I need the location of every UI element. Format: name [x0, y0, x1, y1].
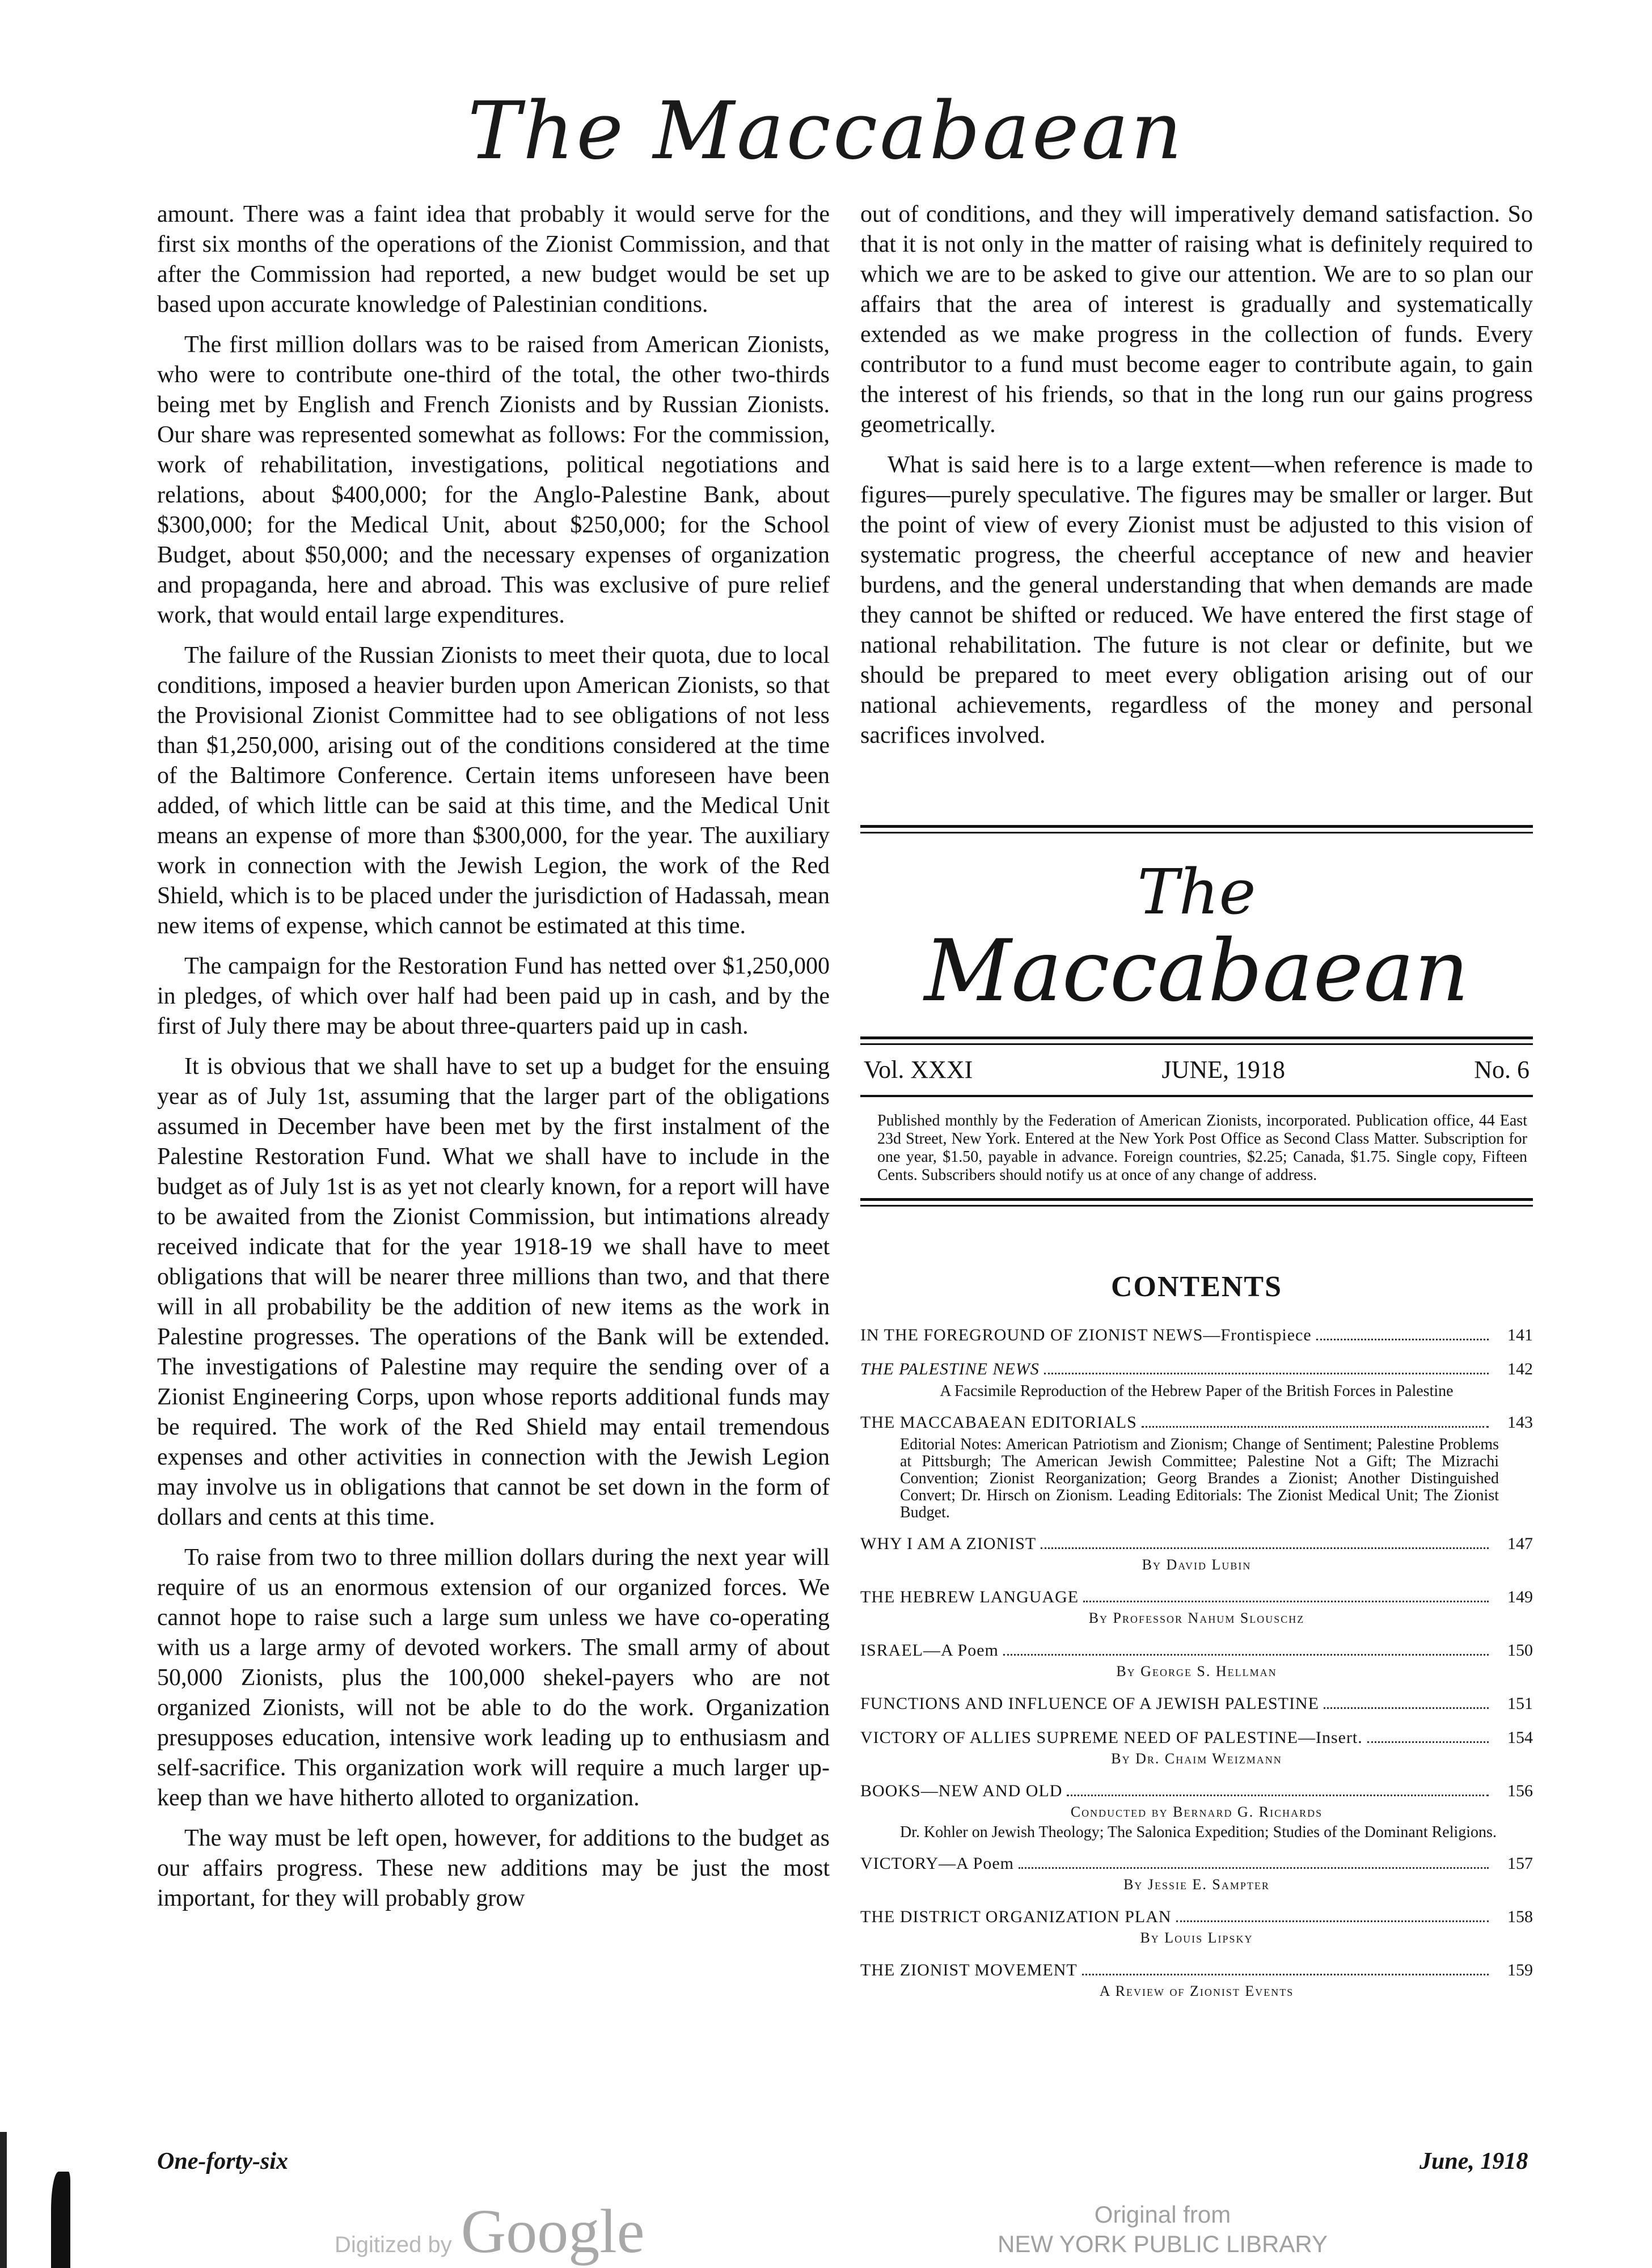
paragraph: To raise from two to three million dollars during the next year will require of us an enormous extension of our organized forces. We cannot hope to raise such a large sum unless we have co-operating with us a large army of devoted workers. The small army of about 50,000 Zionists, plus the 100,000 shekel-payers who are not organized Zionists, will not be able to do the work. Organization presupposes education, intensive work leading up to enthusiasm and self-sacrifice. This organization work will require a much larger up-keep than we have hitherto alloted to organization. [157, 1545, 830, 1811]
contents-heading: CONTENTS [1110, 1271, 1283, 1303]
google-logo: Google [460, 2197, 645, 2266]
toc-title: VICTORY—A Poem [860, 1854, 1014, 1873]
toc-line [860, 1533, 1533, 1555]
toc-author: By Dr. Chaim Weizmann [1111, 1750, 1282, 1767]
double-rule [860, 825, 1533, 833]
masthead-box-the: The [1137, 856, 1256, 928]
toc-title: VICTORY OF ALLIES SUPREME NEED OF PALESTINE—Insert. [860, 1728, 1363, 1747]
dot-leader [1082, 1974, 1489, 1975]
toc-title: THE HEBREW LANGUAGE [860, 1588, 1079, 1606]
double-rule [860, 1036, 1533, 1045]
digitized-by-text: Digitized by [335, 2232, 452, 2257]
date-footer: June, 1918 [1419, 2148, 1528, 2174]
toc-author: By George S. Hellman [1116, 1663, 1277, 1679]
masthead-title: The Maccabaean [467, 85, 1185, 177]
toc-line [860, 1959, 1533, 1982]
toc-page-number: 159 [1507, 1961, 1533, 1979]
scan-thumb-mark [51, 2172, 70, 2268]
toc-entry [860, 1358, 1533, 1400]
toc-page-number: 158 [1507, 1907, 1533, 1926]
dot-leader [1367, 1741, 1489, 1743]
toc-title: ISRAEL—A Poem [860, 1641, 999, 1660]
toc-author: By Professor Nahum Slouschz [1088, 1610, 1305, 1626]
volume-number: Vol. XXXI [864, 1056, 973, 1084]
toc-title: THE MACCABAEAN EDITORIALS [860, 1413, 1137, 1432]
toc-entry [860, 1959, 1533, 2001]
toc-line [860, 1692, 1533, 1715]
masthead-box-name: Maccabaean [924, 922, 1469, 1021]
toc-title: THE DISTRICT ORGANIZATION PLAN [860, 1907, 1172, 1926]
toc-page-number: 143 [1507, 1413, 1533, 1432]
toc-author: Conducted by Bernard G. Richards [1070, 1804, 1323, 1820]
library-watermark [992, 2200, 1333, 2259]
toc-entry [860, 1906, 1533, 1948]
toc-title: BOOKS—NEW AND OLD [860, 1782, 1063, 1800]
toc-entry [860, 1586, 1533, 1628]
paragraph: The first million dollars was to be raised from American Zionists, who were to contribute one-third of the total, the other two-thirds being met by English and French Zionists and by Russian Zionists. Our share was represented somewhat as follows: For the commission, work of rehabilitation, investigations, political negotiations and relations, about $400,000; for the Anglo-Palestine Bank, about $300,000; for the Medical Unit, about $250,000; for the School Budget, about $50,000; and the necessary expenses of organization and propaganda, here and abroad. This was exclusive of pure relief work, that would entail large expenditures. [157, 332, 830, 628]
toc-page-number: 154 [1507, 1728, 1533, 1747]
toc-page-number: 157 [1507, 1854, 1533, 1873]
toc-author: By Jessie E. Sampter [1123, 1876, 1270, 1893]
toc-entry [860, 1324, 1533, 1347]
dot-leader [1003, 1654, 1489, 1656]
toc-line [860, 1780, 1533, 1802]
toc-description: A Facsimile Reproduction of the Hebrew Paper of the British Forces in Palestine [940, 1382, 1454, 1400]
page-number-footer: One-forty-six [157, 2148, 288, 2174]
right-column [860, 200, 1533, 761]
toc-description: Dr. Kohler on Jewish Theology; The Salonica Expedition; Studies of the Dominant Religions. [900, 1823, 1497, 1841]
dot-leader [1316, 1339, 1489, 1340]
paragraph: What is said here is to a large extent—when reference is made to figures—purely speculative. The figures may be smaller or larger. But the point of view of every Zionist must be adjusted to this vision of systematic progress, the cheerful acceptance of new and heavier burdens, and the general understanding that when demands are made they cannot be shifted or reduced. We have entered the first stage of national rehabilitation. The future is not clear or definite, but we should be prepared to meet every obligation arising out of our national achievements, regardless of the money and personal sacrifices involved. [860, 452, 1533, 748]
toc-line [860, 1906, 1533, 1928]
digitized-watermark [335, 2195, 645, 2267]
toc-page-number: 142 [1507, 1360, 1533, 1378]
toc-page-number: 149 [1507, 1588, 1533, 1606]
toc-title: FUNCTIONS AND INFLUENCE OF A JEWISH PALESTINE [860, 1694, 1319, 1713]
paragraph: The failure of the Russian Zionists to meet their quota, due to local conditions, imposed a heavier burden upon American Zionists, so that the Provisional Zionist Committee had to see obligations of not less than $1,250,000, arising out of the conditions considered at the time of the Baltimore Conference. Certain items unforeseen have been added, of which little can be said at this time, and the Medical Unit means an expense of more than $300,000, for the year. The auxiliary work in connection with the Jewish Legion, the work of the Red Shield, which is to be placed under the jurisdiction of Hadassah, mean new items of expense, which cannot be estimated at this time. [157, 642, 830, 939]
toc-entry [860, 1639, 1533, 1681]
toc-title: THE PALESTINE NEWS [860, 1360, 1040, 1378]
toc-page-number: 150 [1507, 1641, 1533, 1660]
double-rule [860, 1198, 1533, 1207]
toc-line [860, 1586, 1533, 1609]
toc-line [860, 1639, 1533, 1662]
toc-title: IN THE FOREGROUND OF ZIONIST NEWS—Frontispiece [860, 1326, 1312, 1344]
toc-page-number: 141 [1507, 1326, 1533, 1344]
publication-note: Published monthly by the Federation of American Zionists, incorporated. Publication office, 44 East 23d Street, New York. Entered at the New York Post Office as Second Class Matter. Subscription for one year, $1.50, payable in advance. Foreign countries, $2.25; Canada, $1.75. Single copy, Fifteen Cents. Subscribers should notify us at once of any change of address. [877, 1112, 1527, 1184]
toc-page-number: 147 [1507, 1534, 1533, 1553]
dot-leader [1067, 1795, 1489, 1796]
toc-title: WHY I AM A ZIONIST [860, 1534, 1037, 1553]
issue-line [860, 1045, 1533, 1095]
paragraph: It is obvious that we shall have to set up a budget for the ensuing year as of July 1st, assuming that the larger part of the obligations assumed in December have been met by the first instalment of the Palestine Restoration Fund. What we shall have to include in the budget as of July 1st is as yet not clearly known, for a report will have to be awaited from the Zionist Commission, but intimations already received indicate that for the year 1918-19 we shall have to meet obligations that will be nearer three millions than two, and that there will in all probability be the addition of new items as the work in Palestine progresses. The operations of the Bank will be extended. The investigations of Palestine may require the sending over of a Zionist Engineering Corps, upon whose reports additional funds may be required. The work of the Red Shield may entail tremendous expenses and other activities in connection with the Jewish Legion may involve us in obligations that cannot be set down in the form of dollars and cents at this time. [157, 1053, 830, 1530]
dot-leader [1019, 1867, 1489, 1869]
toc-author: By Louis Lipsky [1140, 1930, 1253, 1946]
dot-leader [1044, 1373, 1489, 1374]
dot-leader [1324, 1707, 1489, 1709]
scan-edge-mark [0, 2132, 7, 2268]
toc-page-number: 156 [1507, 1782, 1533, 1800]
dot-leader [1142, 1426, 1489, 1428]
issue-number: No. 6 [1474, 1056, 1530, 1084]
contents-list [860, 1324, 1533, 2001]
paragraph: The campaign for the Restoration Fund has netted over $1,250,000 in pledges, of which over half had been paid up in cash, and by the first of July there may be about three-quarters paid up in cash. [157, 953, 830, 1039]
toc-line [860, 1852, 1533, 1875]
paragraph: amount. There was a faint idea that probably it would serve for the first six months of the operations of the Zionist Commission, and that after the Commission had reported, a new budget would be set up based upon accurate knowledge of Palestinian conditions. [157, 201, 830, 318]
toc-entry [860, 1533, 1533, 1575]
dot-leader [1083, 1601, 1489, 1602]
toc-title: THE ZIONIST MOVEMENT [860, 1961, 1078, 1979]
toc-page-number: 151 [1507, 1694, 1533, 1713]
toc-line [860, 1324, 1533, 1347]
masthead-box [860, 825, 1533, 1207]
library-name-text: NEW YORK PUBLIC LIBRARY [998, 2231, 1328, 2257]
toc-author: By David Lubin [1142, 1556, 1252, 1573]
contents-section [860, 1270, 1533, 2012]
paragraph: The way must be left open, however, for additions to the budget as our affairs progress. These new additions may be just the most important, for they will probably grow [157, 1825, 830, 1911]
issue-date: JUNE, 1918 [1161, 1056, 1286, 1084]
toc-entry [860, 1780, 1533, 1841]
toc-description: Editorial Notes: American Patriotism and Zionism; Change of Sentiment; Palestine Problems at Pittsburgh; The American Jewish Committee; Palestine Not a Gift; The Mizrachi Convention; Zionist Reorganization; Georg Brandes a Zionist; Another Distinguished Convert; Dr. Hirsch on Zionism. Leading Editorials: The Zionist Medical Unit; The Zionist Budget. [900, 1436, 1499, 1521]
toc-entry [860, 1411, 1533, 1521]
toc-line [860, 1727, 1533, 1749]
toc-entry [860, 1692, 1533, 1715]
left-column [157, 200, 830, 1924]
original-from-text: Original from [1094, 2201, 1231, 2228]
toc-line [860, 1411, 1533, 1434]
toc-entry [860, 1852, 1533, 1894]
toc-author: A Review of Zionist Events [1099, 1983, 1294, 1999]
paragraph: out of conditions, and they will imperatively demand satisfaction. So that it is not only in the matter of raising what is definitely required to which we are to be asked to give our attention. We are to so plan our affairs that the area of interest is gradually and systematically extended as we make progress in the collection of funds. Every contributor to a fund must become eager to contribute again, to gain the interest of his friends, so that in the long run our gains progress geometrically. [860, 201, 1533, 438]
dot-leader [1041, 1547, 1489, 1549]
dot-leader [1176, 1920, 1489, 1922]
toc-line [860, 1358, 1533, 1381]
toc-entry [860, 1727, 1533, 1768]
